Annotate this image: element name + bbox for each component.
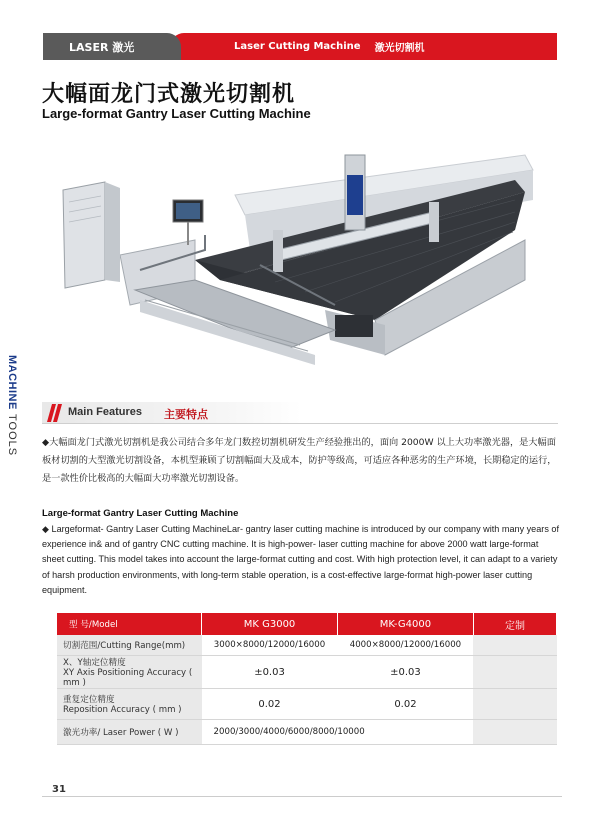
header-mk-g4000: MK-G4000 — [337, 613, 473, 635]
header-tab-en: Laser Cutting Machine — [234, 41, 361, 52]
footer-divider — [42, 796, 562, 797]
header-custom: 定制 — [473, 613, 556, 635]
row-label-reposition-accuracy — [57, 689, 202, 720]
side-label-light: TOOLS — [6, 413, 18, 456]
table-row — [57, 656, 557, 689]
header-tab-cn: 激光切割机 — [374, 43, 425, 54]
cell-g4000-reposition: 0.02 — [337, 689, 473, 720]
side-section-label — [6, 355, 18, 465]
header-model: 型 号/Model — [57, 613, 202, 635]
cell-custom-empty — [473, 720, 556, 745]
cell-g3000-positioning: ±0.03 — [202, 656, 338, 689]
page-title-en: Large-format Gantry Laser Cutting Machine — [42, 106, 311, 121]
table-row — [57, 635, 557, 656]
cell-custom-empty — [473, 635, 556, 656]
page-title-cn: 大幅面龙门式激光切割机 — [42, 82, 296, 107]
features-paragraph-en: ◆ Largeformat- Gantry Laser Cutting MachineLar- gantry laser cutting machine is introduced by our company with many years of experience in& and of gantry CNC cutting machine. It is high-power- laser cutting machine for above 2000 watt large-format sheet cutting. This model takes into account the large-format cutting and cost. With high protection level, it can adapt to a variety of harsh production environments, with long-term stable operation, is a cost-effective large-format high-power laser cutting equipment. — [42, 524, 559, 595]
slash-marker-icon — [46, 404, 62, 422]
row-label-cn: 重复定位精度 — [63, 695, 115, 705]
features-subheading: Large-format Gantry Laser Cutting Machine — [42, 508, 239, 519]
table-row — [57, 720, 557, 745]
cell-g3000-reposition: 0.02 — [202, 689, 338, 720]
cell-g4000-cutting-range: 4000×8000/12000/16000 — [337, 635, 473, 656]
row-label-positioning-accuracy — [57, 656, 202, 689]
cell-custom-empty — [473, 656, 556, 689]
table-row — [57, 689, 557, 720]
cell-g3000-cutting-range: 3000×8000/12000/16000 — [202, 635, 338, 656]
cell-g4000-positioning: ±0.03 — [337, 656, 473, 689]
laser-cutting-machine-image — [45, 140, 560, 380]
page-number: 31 — [52, 784, 66, 795]
row-label-cutting-range: 切割范围/Cutting Range(mm) — [57, 635, 202, 656]
header-tab-category — [170, 33, 557, 60]
header-tab-section — [43, 33, 181, 60]
main-features-header — [42, 402, 558, 424]
header-section-label: LASER 激光 — [69, 40, 135, 54]
table-header-row — [57, 613, 557, 635]
features-title-en: Main Features — [68, 406, 142, 418]
cell-custom-empty — [473, 689, 556, 720]
row-label-en: XY Axis Positioning Accuracy ( mm ) — [63, 668, 193, 688]
side-label-strong: MACHINE — [6, 355, 18, 410]
row-label-cn: X、Y轴定位精度 — [63, 658, 126, 668]
row-label-laser-power: 激光功率/ Laser Power ( W ) — [57, 720, 202, 745]
spec-table — [57, 613, 557, 745]
header-mk-g3000: MK G3000 — [202, 613, 338, 635]
features-title-cn: 主要特点 — [164, 408, 208, 421]
cell-laser-power: 2000/3000/4000/6000/8000/10000 — [202, 720, 474, 745]
features-paragraph-cn: ◆大幅面龙门式激光切割机是我公司结合多年龙门数控切割机研发生产经验推出的，面向 2000W 以上大功率激光器，是大幅面板材切割的大型激光切割设备，本机型兼顾了切割幅面大及成本，防护等级高，可适应各种恶劣的生产环境，长期稳定的运行，是一款性价比极高的大幅面大功率激光切割设备。 — [42, 437, 557, 484]
row-label-en: Reposition Accuracy ( mm ) — [63, 705, 182, 715]
